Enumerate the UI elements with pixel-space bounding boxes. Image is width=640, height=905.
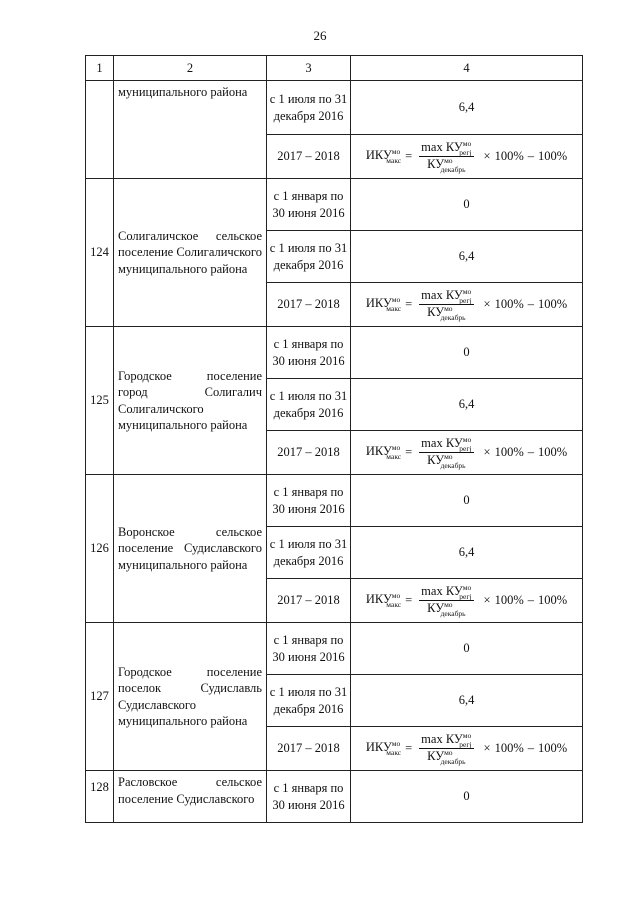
formula-num-sup: мо [462,139,472,148]
formula-lhs-sup: мо [391,443,401,453]
row-number: 125 [86,327,114,475]
formula-lhs-text: ИКУ [365,296,392,311]
municipality-name: Расловское сельское поселение Судиславского [114,771,267,823]
formula-numerator [419,288,473,305]
formula-lhs-sup: мо [391,739,401,749]
formula-percent-2: 100% [538,297,568,312]
header-row [86,56,583,81]
formula-denominator [427,601,465,617]
formula-num-sup: мо [462,731,472,740]
formula [351,140,582,173]
row-number [86,81,114,179]
formula-den-sup: мо [444,748,453,757]
formula-num-sub: регj [459,296,472,305]
formula-cell [351,283,583,327]
formula-lhs [366,443,401,462]
period-cell: с 1 января по 30 июня 2016 [267,179,351,231]
formula-den-sub: декабрь [440,461,466,470]
formula-fraction [419,140,473,173]
formula-lhs-sub: макс [386,748,402,758]
formula-lhs [366,295,401,314]
formula-num-text: max КУ [421,140,463,154]
formula-percent: 100% [494,297,524,312]
tariff-table [85,55,583,823]
formula-fraction [419,584,473,617]
formula-percent: 100% [494,593,524,608]
formula-num-text: max КУ [421,436,463,450]
value-cell: 0 [351,771,583,823]
formula-times: × [483,593,491,608]
row-number: 124 [86,179,114,327]
header-cell: 1 [86,56,114,81]
formula [351,436,582,469]
table-row [86,179,583,231]
formula-fraction [419,732,473,765]
period-cell: с 1 июля по 31 декабря 2016 [267,81,351,135]
formula-percent-2: 100% [538,741,568,756]
formula [351,584,582,617]
period-cell: 2017 – 2018 [267,283,351,327]
formula-equals: = [405,593,413,608]
formula-denominator [427,305,465,321]
formula-lhs [366,591,401,610]
municipality-name: Солигаличское сельское поселение Солигаличского муниципального района [114,179,267,327]
formula [351,732,582,765]
formula-times: × [483,297,491,312]
formula [351,288,582,321]
period-cell: с 1 января по 30 июня 2016 [267,771,351,823]
formula-fraction [419,436,473,469]
formula-num-sup: мо [462,287,472,296]
formula-minus: – [527,149,534,164]
period-cell: с 1 июля по 31 декабря 2016 [267,379,351,431]
value-cell: 0 [351,327,583,379]
formula-percent: 100% [494,741,524,756]
formula-denominator [427,749,465,765]
table-row [86,81,583,135]
formula-equals: = [405,149,413,164]
formula-numerator [419,584,473,601]
municipality-name: Городское поселение поселок Судиславль Судиславского муниципального района [114,623,267,771]
value-cell: 6,4 [351,231,583,283]
municipality-name: муниципального района [114,81,267,179]
formula-denominator [427,453,465,469]
formula-denominator [427,157,465,173]
formula-num-text: max КУ [421,288,463,302]
municipality-name: Воронское сельское поселение Судиславского муниципального района [114,475,267,623]
formula-den-text: КУ [427,453,445,467]
formula-lhs-sub: макс [386,452,402,462]
formula-num-text: max КУ [421,732,463,746]
formula-num-sup: мо [462,435,472,444]
formula-num-sub: регj [459,444,472,453]
formula-lhs-sub: макс [386,600,402,610]
header-cell: 3 [267,56,351,81]
formula-percent: 100% [494,149,524,164]
formula-lhs-sup: мо [391,295,401,305]
formula-percent: 100% [494,445,524,460]
formula-den-text: КУ [427,601,445,615]
period-cell: с 1 января по 30 июня 2016 [267,475,351,527]
formula-den-text: КУ [427,157,445,171]
formula-lhs-sup: мо [391,591,401,601]
formula-times: × [483,741,491,756]
formula-lhs-text: ИКУ [365,444,392,459]
formula-den-sup: мо [444,304,453,313]
formula-lhs-sub: макс [386,304,402,314]
row-number: 128 [86,771,114,823]
formula-equals: = [405,741,413,756]
row-number: 127 [86,623,114,771]
period-cell: с 1 июля по 31 декабря 2016 [267,527,351,579]
value-cell: 0 [351,475,583,527]
formula-equals: = [405,297,413,312]
formula-cell [351,579,583,623]
period-cell: 2017 – 2018 [267,579,351,623]
formula-num-sub: регj [459,740,472,749]
formula-den-sup: мо [444,452,453,461]
municipality-name: Городское поселение город Солигалич Солигаличского муниципального района [114,327,267,475]
value-cell: 0 [351,179,583,231]
formula-percent-2: 100% [538,445,568,460]
formula-minus: – [527,593,534,608]
formula-numerator [419,140,473,157]
table-row [86,327,583,379]
header-cell: 2 [114,56,267,81]
formula-fraction [419,288,473,321]
formula-equals: = [405,445,413,460]
formula-percent-2: 100% [538,593,568,608]
formula-den-sub: декабрь [440,757,466,766]
period-cell: 2017 – 2018 [267,135,351,179]
formula-den-sup: мо [444,156,453,165]
formula-lhs-sub: макс [386,156,402,166]
formula-lhs-text: ИКУ [365,148,392,163]
formula-minus: – [527,297,534,312]
formula-lhs-text: ИКУ [365,740,392,755]
formula-numerator [419,732,473,749]
table-row [86,771,583,823]
formula-numerator [419,436,473,453]
table-row [86,475,583,527]
formula-den-sub: декабрь [440,165,466,174]
formula-times: × [483,149,491,164]
period-cell: с 1 июля по 31 декабря 2016 [267,231,351,283]
formula-den-sub: декабрь [440,313,466,322]
formula-den-sub: декабрь [440,609,466,618]
period-cell: с 1 января по 30 июня 2016 [267,623,351,675]
formula-lhs [366,739,401,758]
period-cell: с 1 января по 30 июня 2016 [267,327,351,379]
formula-num-text: max КУ [421,584,463,598]
value-cell: 0 [351,623,583,675]
row-number: 126 [86,475,114,623]
page-number: 26 [313,28,327,43]
period-cell: 2017 – 2018 [267,727,351,771]
formula-den-text: КУ [427,749,445,763]
formula-cell [351,727,583,771]
formula-times: × [483,445,491,460]
value-cell: 6,4 [351,379,583,431]
formula-num-sup: мо [462,583,472,592]
formula-num-sub: регj [459,148,472,157]
formula-minus: – [527,445,534,460]
formula-lhs-text: ИКУ [365,592,392,607]
formula-den-text: КУ [427,305,445,319]
formula-lhs [366,147,401,166]
table-row [86,623,583,675]
formula-num-sub: регj [459,592,472,601]
header-cell: 4 [351,56,583,81]
value-cell: 6,4 [351,527,583,579]
formula-minus: – [527,741,534,756]
period-cell: с 1 июля по 31 декабря 2016 [267,675,351,727]
formula-cell [351,135,583,179]
formula-den-sup: мо [444,600,453,609]
formula-cell [351,431,583,475]
value-cell: 6,4 [351,81,583,135]
formula-percent-2: 100% [538,149,568,164]
period-cell: 2017 – 2018 [267,431,351,475]
formula-lhs-sup: мо [391,147,401,157]
value-cell: 6,4 [351,675,583,727]
